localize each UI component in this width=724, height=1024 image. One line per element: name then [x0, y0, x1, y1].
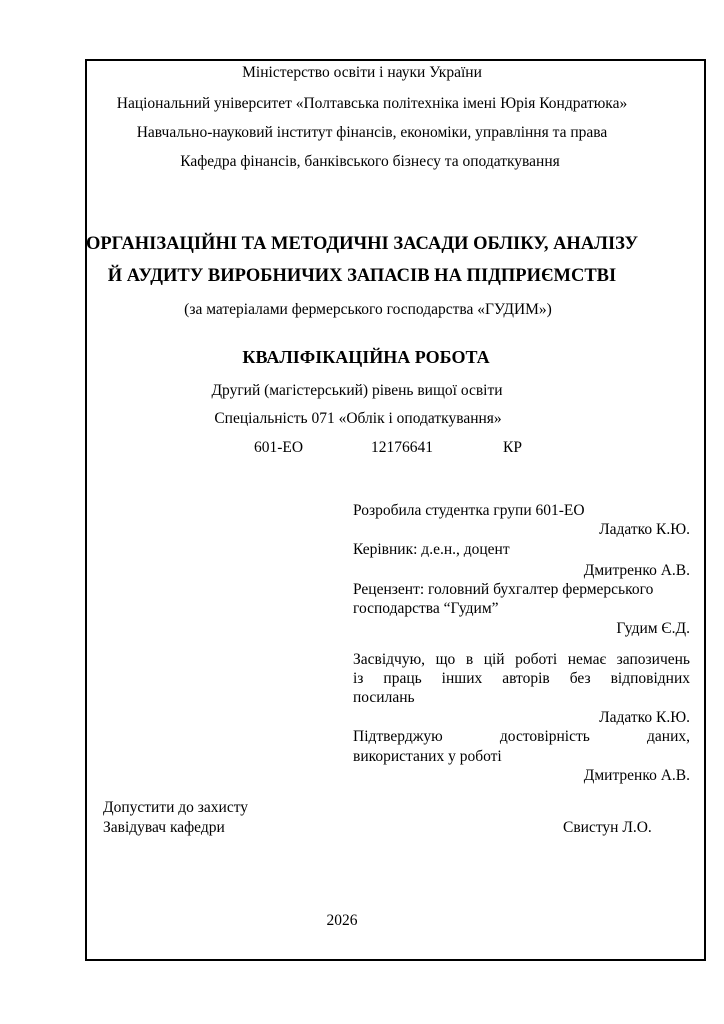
institute-name: Навчально-науковий інститут фінансів, економіки, управління та права: [136, 124, 608, 141]
admit-to-defense: Допустити до захисту: [103, 799, 249, 816]
confirm-signer: Дмитренко А.В.: [583, 767, 690, 784]
education-level: Другий (магістерський) рівень вищої освіти: [211, 382, 503, 399]
student-label: Розробила студентка групи 601-ЕО: [353, 502, 585, 519]
group-code: 601-ЕО: [254, 439, 304, 456]
confirm-line2: використаних у роботі: [353, 748, 502, 765]
thesis-subtitle: (за матеріалами фермерського господарства «ГУДИМ»): [184, 301, 552, 318]
work-code: КР: [503, 439, 522, 456]
reviewer-name: Гудим Є.Д.: [616, 620, 690, 637]
work-type: КВАЛІФІКАЦІЙНА РОБОТА: [242, 347, 490, 367]
declaration-line3: посилань: [353, 689, 415, 706]
thesis-title-line1: ОРГАНІЗАЦІЙНІ ТА МЕТОДИЧНІ ЗАСАДИ ОБЛІКУ, АНАЛІЗУ: [85, 234, 639, 254]
declaration-line1: Засвідчую, що в цій роботі немає запозичень: [353, 651, 690, 668]
department-name: Кафедра фінансів, банківського бізнесу та оподаткування: [180, 153, 560, 170]
head-of-department-label: Завідувач кафедри: [103, 819, 225, 836]
confirm-line1: Підтверджую достовірність даних,: [353, 728, 690, 745]
head-of-department-name: Свистун Л.О.: [563, 819, 652, 836]
ministry-name: Міністерство освіти і науки України: [242, 64, 482, 81]
reviewer-label-line1: Рецензент: головний бухгалтер фермерського: [353, 581, 654, 598]
student-number: 12176641: [371, 439, 433, 456]
specialty: Спеціальність 071 «Облік і оподаткування»: [214, 410, 502, 427]
declaration-line2: із праць інших авторів без відповідних: [353, 670, 690, 687]
university-name: Національний університет «Полтавська політехніка імені Юрія Кондратюка»: [116, 95, 628, 112]
reviewer-label-line2: господарства “Гудим”: [353, 600, 499, 617]
supervisor-name: Дмитренко А.В.: [583, 562, 690, 579]
declaration-signer: Ладатко К.Ю.: [599, 709, 690, 726]
thesis-title-line2: Й АУДИТУ ВИРОБНИЧИХ ЗАПАСІВ НА ПІДПРИЄМСТВІ: [107, 266, 617, 286]
student-name: Ладатко К.Ю.: [599, 521, 690, 538]
year: 2026: [326, 912, 358, 929]
supervisor-label: Керівник: д.е.н., доцент: [353, 541, 510, 558]
